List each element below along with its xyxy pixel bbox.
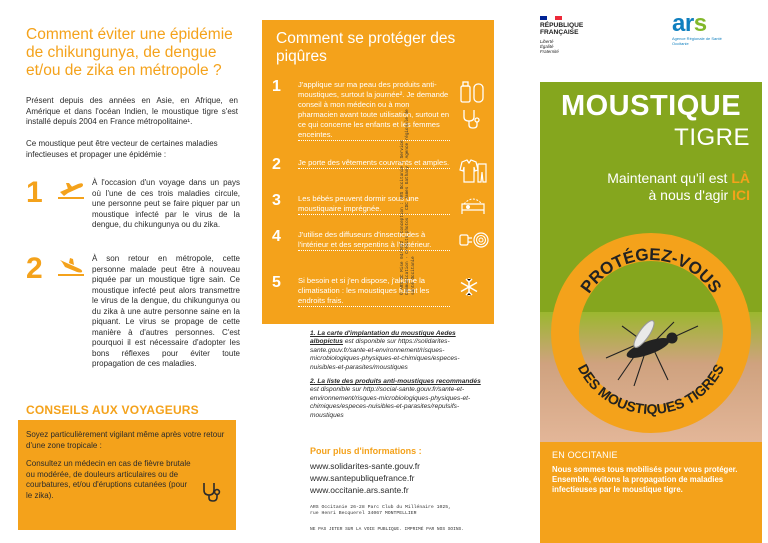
footnote-1: 1. La carte d'implantation du moustique Aedes albopictus est disponible sur https://solidarites-sante.gouv.fr/sante-et-environnement/risques-microbiologiques-physiques-et-chimiques/especes-nuisibles-et-parasites/moustiques bbox=[310, 330, 460, 371]
conseils-text-2: Consultez un médecin en cas de fièvre brutale ou modérée, de douleurs articulaires ou de courbatures, et/ou d'éruptions cutanées (pour le zika). bbox=[26, 459, 191, 500]
tip-number: 4 bbox=[272, 228, 281, 245]
plane-takeoff-icon bbox=[56, 180, 86, 207]
step-2 bbox=[26, 254, 238, 394]
vertical-credits: © ARS OC Mise 04/2022 · Conception : ARS Occitanie / Service Communication · Crédits photos : CDC James Gathany · Agence régionale de santé Occitanie bbox=[400, 109, 416, 295]
step-text: À son retour en métropole, cette personne malade peut être à nouveau piquée par un moustique tigre sain. Ce moustique infecté peut alors transmettre le virus de la dengue, du chikungunya ou du zika à une autre personne saine en la piquant. Le virus se propage de cette manière à d'autres personnes. C'est pourquoi il est nécessaire d'adopter les bons réflexes pour éviter toute propagation de ces maladies. bbox=[92, 254, 240, 368]
occitanie-box bbox=[540, 442, 762, 543]
footnotes bbox=[310, 330, 486, 420]
cover-subtitle: TIGRE bbox=[674, 124, 750, 151]
panel1-title: Comment éviter une épidémie de chikungunya, de dengue et/ou de zika en métropole ? bbox=[26, 26, 233, 79]
conseils-box bbox=[18, 420, 236, 530]
panel2-title: Comment se protéger des piqûres bbox=[276, 30, 456, 65]
tip-number: 5 bbox=[272, 274, 281, 291]
ring-top-text: PROTÉGEZ-VOUS bbox=[576, 244, 726, 297]
rf-motto: Liberté Égalité Fraternité bbox=[540, 38, 559, 55]
ars-logo: ars Agence Régionale de Santé Occitanie bbox=[672, 10, 722, 46]
tip-text: J'applique sur ma peau des produits anti-moustiques, surtout la journée². Je demande conseil à mon médecin ou à mon pharmacien avant toute utilisation, surtout en ce qui concerne les enfants et les femmes enceintes. bbox=[298, 80, 450, 139]
ring-bottom-text: DES MOUSTIQUES TIGRES bbox=[574, 361, 728, 418]
tip-number: 1 bbox=[272, 78, 281, 95]
tip-text: Je porte des vêtements couvrants et amples. bbox=[298, 158, 450, 167]
baby-bed-icon bbox=[458, 194, 488, 223]
footnote-2: 2. La liste des produits anti-moustiques recommandés est disponible sur http://social-sante.gouv.fr/sante-et-environnement/risques-microbiologiques-physiques-et-chimiques/especes-nuisibles-et-parasites/repulsifs-moustiques bbox=[310, 378, 481, 419]
conseils-title: CONSEILS AUX VOYAGEURS bbox=[26, 403, 199, 417]
panel-left bbox=[0, 0, 256, 543]
step-text: À l'occasion d'un voyage dans un pays où l'une de ces trois maladies circule, une personne peut se faire piquer par un moustique infecté par le virus de la dengue, du chikungunya ou du zika. bbox=[92, 178, 240, 229]
clothes-icon bbox=[458, 158, 488, 189]
panel1-intro2: Ce moustique peut être vecteur de certaines maladies infectieuses et propager une épidémie : bbox=[26, 139, 218, 159]
cover-title: MOUSTIQUE bbox=[560, 90, 742, 122]
occitanie-body: Nous sommes tous mobilisés pour vous protéger. Ensemble, évitons la propagation de maladies infectieuses par le moustique tigre. bbox=[552, 465, 738, 494]
tip-text: J'utilise des diffuseurs d'insecticides à l'intérieur et des serpentins à l'extérieur. bbox=[298, 230, 450, 251]
address: ARS Occitanie 26-28 Parc Club du Millénaire 1025, rue Henri Becquerel 34067 MONTPELLIER bbox=[310, 505, 452, 516]
rf-title: RÉPUBLIQUE FRANÇAISE bbox=[540, 22, 584, 37]
tip-number: 2 bbox=[272, 156, 281, 173]
tip-text: Si besoin et si j'en dispose, j'allume la climatisation : les moustiques fuient les endroits frais. bbox=[298, 276, 450, 307]
link-santepublique[interactable]: www.santepubliquefrance.fr bbox=[310, 473, 415, 483]
info-title: Pour plus d'informations : bbox=[310, 446, 422, 456]
conseils-text-1: Soyez particulièrement vigilant même après votre retour d'une zone tropicale : bbox=[26, 430, 225, 450]
tip-4 bbox=[272, 230, 490, 268]
tip-5 bbox=[272, 276, 490, 316]
french-flag-icon bbox=[540, 16, 562, 20]
repellent-icon bbox=[458, 80, 488, 137]
plane-landing-icon bbox=[56, 256, 86, 283]
republique-francaise-logo bbox=[540, 16, 602, 54]
tip-2 bbox=[272, 158, 490, 186]
link-ars-occitanie[interactable]: www.occitanie.ars.sante.fr bbox=[310, 485, 409, 495]
stethoscope-icon bbox=[200, 481, 222, 508]
protection-box bbox=[262, 20, 494, 324]
protect-yourself-ring bbox=[548, 230, 754, 436]
tip-text: Les bébés peuvent dormir sous une moustiquaire imprégnée. bbox=[298, 194, 450, 215]
info-links bbox=[310, 460, 420, 496]
snowflake-icon bbox=[458, 276, 480, 303]
insecticide-diffuser-icon bbox=[458, 230, 490, 255]
mosquito-icon bbox=[606, 318, 698, 386]
panel-cover bbox=[512, 0, 768, 543]
tip-3 bbox=[272, 194, 490, 222]
step-1 bbox=[26, 178, 238, 248]
tip-number: 3 bbox=[272, 192, 281, 209]
hero-block bbox=[540, 82, 762, 442]
occitanie-title: EN OCCITANIE bbox=[552, 450, 618, 460]
no-littering-note: NE PAS JETER SUR LA VOIE PUBLIQUE. IMPRIMÉ PAR NOS SOINS. bbox=[310, 527, 464, 532]
step-number: 2 bbox=[26, 252, 43, 285]
panel-middle bbox=[256, 0, 512, 543]
panel1-intro: Présent depuis des années en Asie, en Afrique, en Amérique et dans l'océan Indien, le moustique tigre s'est installé depuis 2004 en France métropolitaine¹. bbox=[26, 96, 238, 126]
tip-1 bbox=[272, 80, 490, 150]
step-number: 1 bbox=[26, 176, 43, 209]
cover-tagline: Maintenant qu'il est LÀ à nous d'agir ICI bbox=[607, 170, 750, 203]
link-solidarites[interactable]: www.solidarites-sante.gouv.fr bbox=[310, 461, 420, 471]
